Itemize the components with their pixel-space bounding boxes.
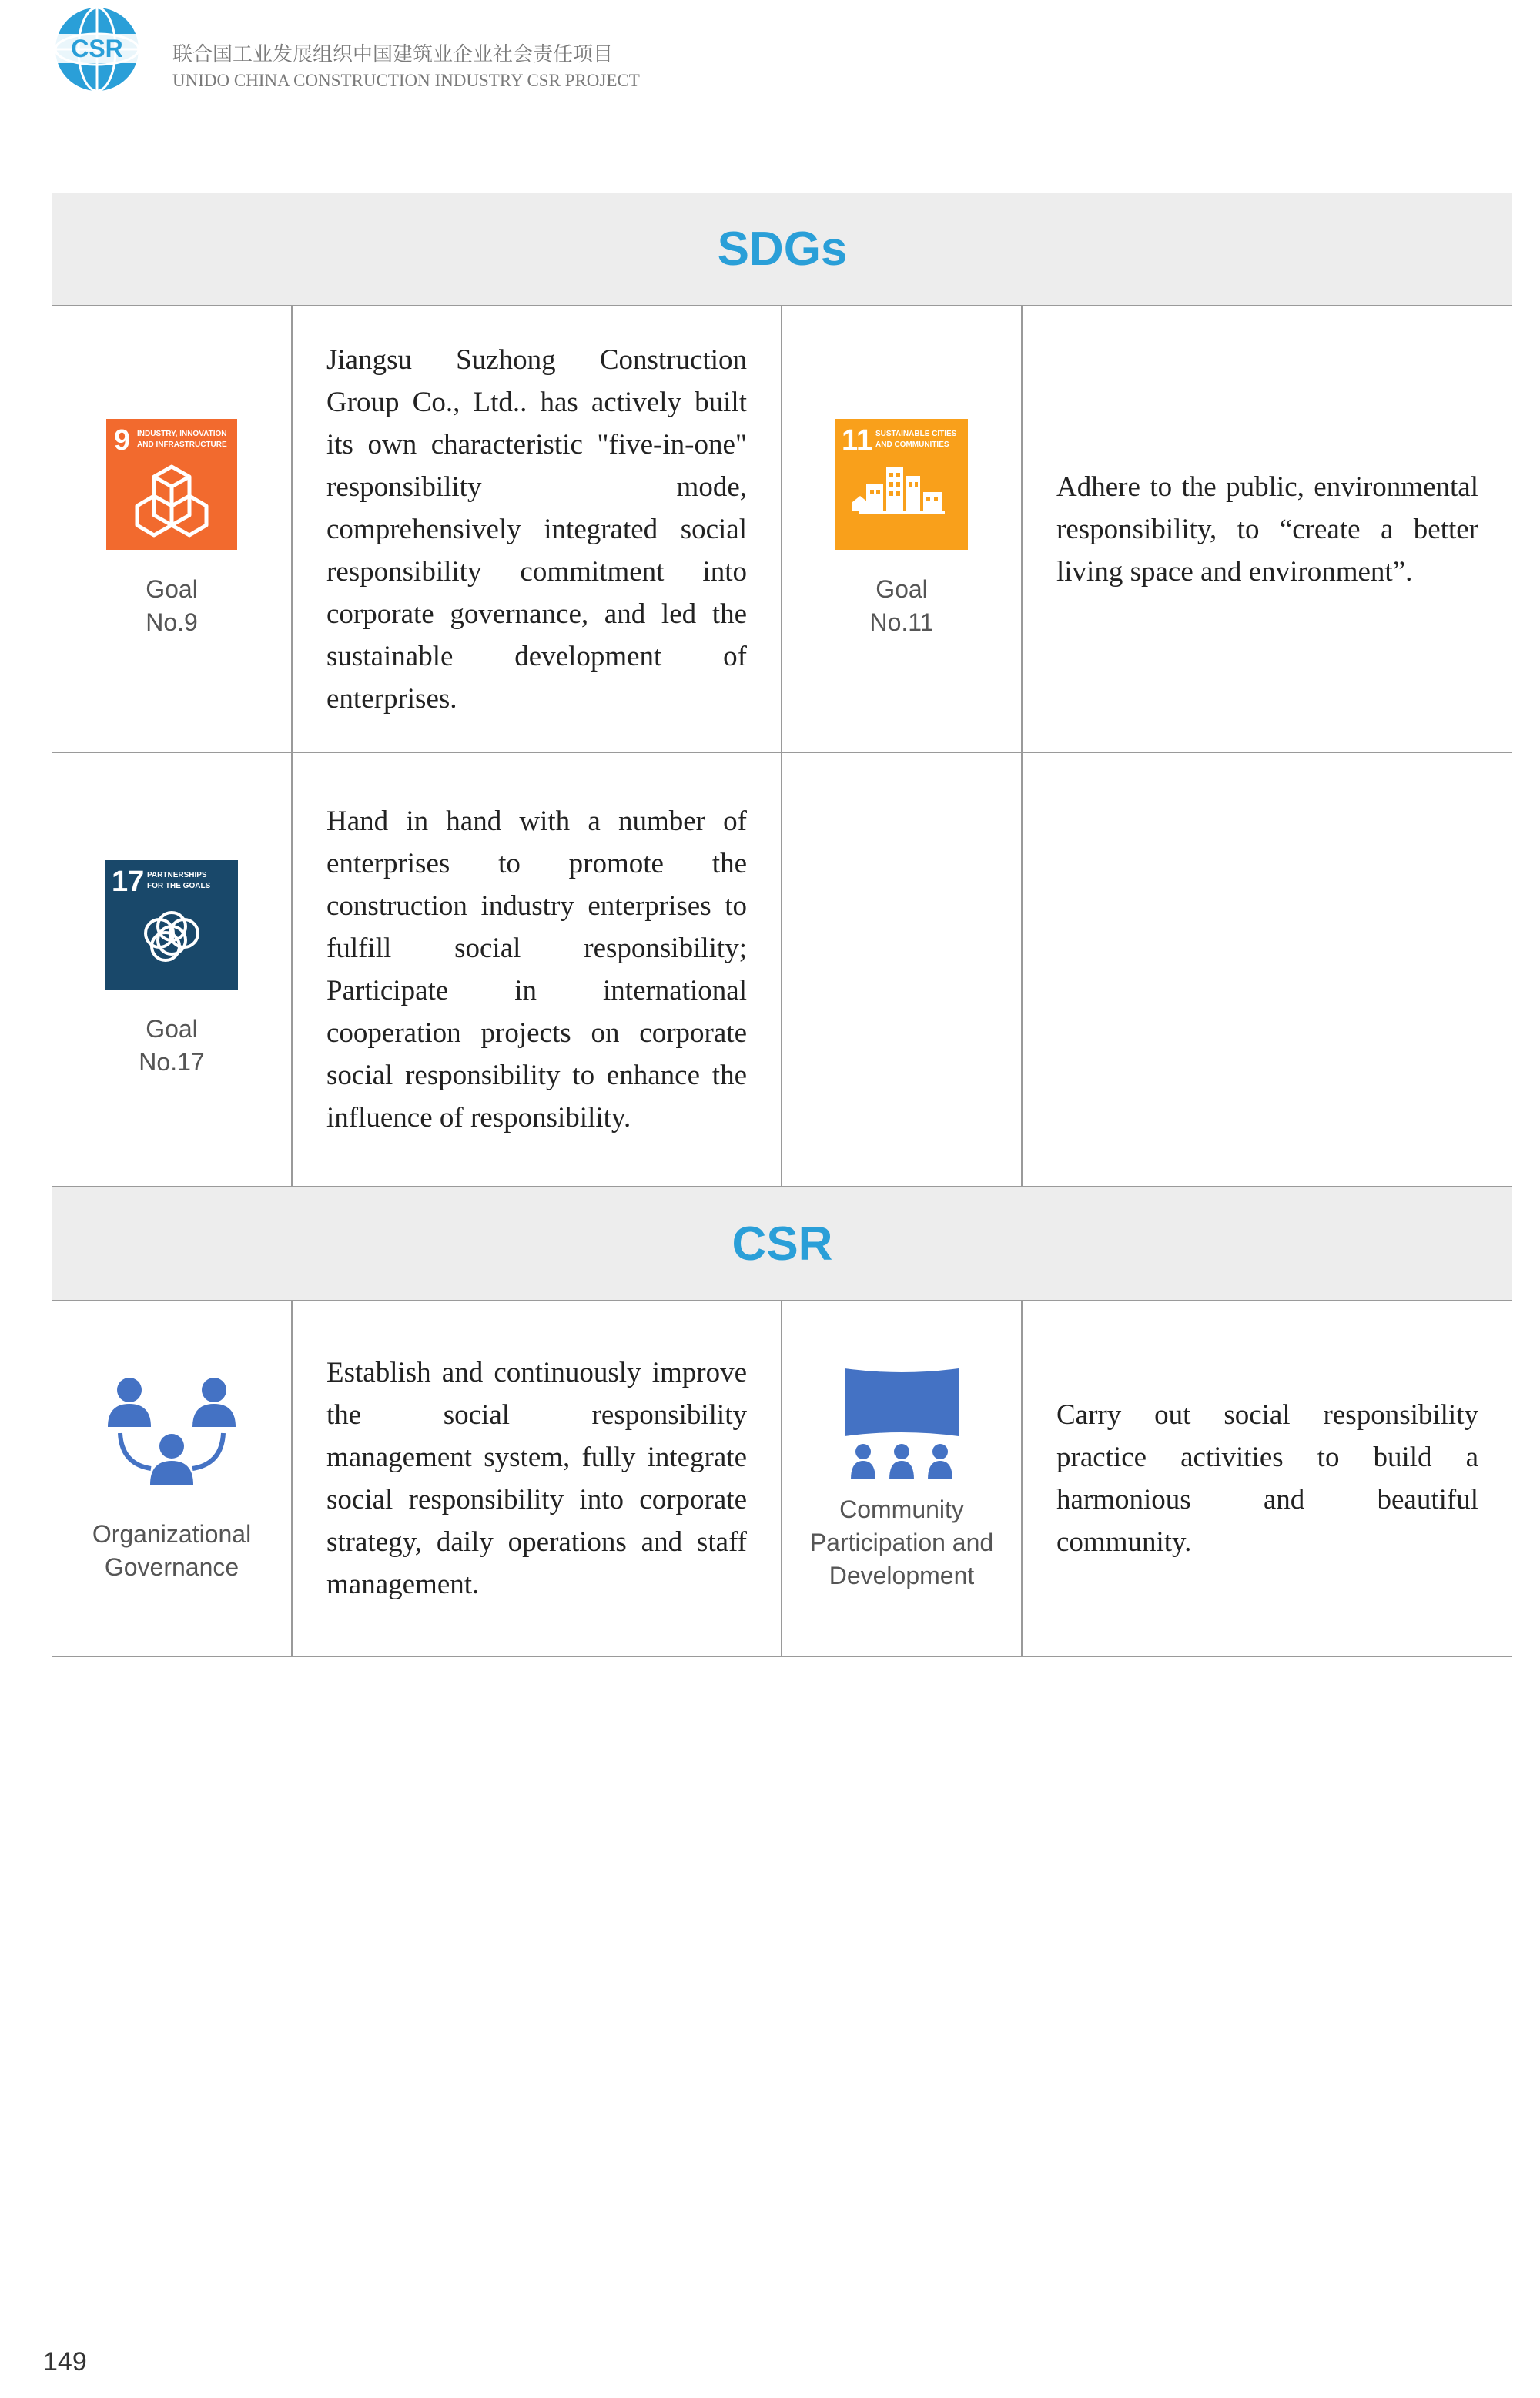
table-row bbox=[52, 306, 1512, 753]
goal-label: Goal No.17 bbox=[139, 1015, 205, 1076]
csr-topic-label: Organizational Governance bbox=[92, 1520, 252, 1581]
table-row bbox=[52, 753, 1512, 1187]
logo-text: CSR bbox=[71, 35, 123, 62]
header-title-cn: 联合国工业发展组织中国建筑业企业社会责任项目 bbox=[172, 43, 614, 66]
svg-text:17: 17 bbox=[112, 866, 145, 898]
svg-text:AND INFRASTRUCTURE: AND INFRASTRUCTURE bbox=[137, 440, 227, 449]
description-cell bbox=[293, 1301, 782, 1656]
sdg-11-icon bbox=[835, 419, 968, 550]
goals-table bbox=[52, 193, 1512, 1657]
svg-text:AND COMMUNITIES: AND COMMUNITIES bbox=[875, 440, 949, 449]
sdg-9-icon bbox=[106, 419, 237, 550]
csr-description: Establish and continuously improve the social responsibility management system, fully integrate social responsibility into corporate strategy, daily operations and staff management. bbox=[326, 1357, 747, 1600]
description-cell bbox=[293, 306, 782, 752]
svg-text:PARTNERSHIPS: PARTNERSHIPS bbox=[147, 871, 207, 879]
description-cell bbox=[1023, 306, 1512, 752]
svg-text:SUSTAINABLE CITIES: SUSTAINABLE CITIES bbox=[875, 430, 957, 438]
goal-label: Goal No.11 bbox=[869, 575, 934, 636]
header-title-en: UNIDO CHINA CONSTRUCTION INDUSTRY CSR PROJECT bbox=[172, 71, 640, 90]
csr-topic-label: Community Participation and Development bbox=[809, 1495, 994, 1589]
empty-cell bbox=[782, 753, 1023, 1186]
svg-text:9: 9 bbox=[114, 424, 131, 457]
svg-text:INDUSTRY, INNOVATION: INDUSTRY, INNOVATION bbox=[137, 430, 227, 438]
community-participation-icon bbox=[840, 1365, 963, 1481]
svg-text:FOR THE GOALS: FOR THE GOALS bbox=[147, 882, 211, 890]
sdgs-section-header bbox=[52, 193, 1512, 306]
goal-label: Goal No.9 bbox=[146, 575, 198, 636]
csr-globe-logo-icon bbox=[43, 5, 151, 95]
page-number: 149 bbox=[43, 2347, 87, 2376]
sdgs-title: SDGs bbox=[717, 222, 848, 276]
goal-description: Adhere to the public, environmental responsibility, to “create a better living space and environment”. bbox=[1056, 471, 1478, 588]
page-header bbox=[43, 5, 736, 97]
empty-cell bbox=[1023, 753, 1512, 1186]
csr-description: Carry out social responsibility practice activities to build a harmonious and beautiful community. bbox=[1056, 1399, 1478, 1558]
goal-description: Jiangsu Suzhong Construction Group Co., Ltd.. has actively built its own characteristic "five-in-one" responsibility mode, comprehensively integrated social responsibility commitment into corporate governance, and led the sustainable development of enterprises. bbox=[326, 343, 747, 715]
description-cell bbox=[1023, 1301, 1512, 1656]
description-cell bbox=[293, 753, 782, 1186]
goal-cell bbox=[52, 306, 293, 752]
csr-topic-cell bbox=[52, 1301, 293, 1656]
goal-description: Hand in hand with a number of enterprises to promote the construction industry enterprises to fulfill social responsibility; Participate in international cooperation projects on corporate social responsibility to enhance the influence of responsibility. bbox=[326, 805, 747, 1134]
csr-topic-cell bbox=[782, 1301, 1023, 1656]
organizational-governance-icon bbox=[106, 1373, 237, 1496]
sdg-17-icon bbox=[105, 860, 238, 990]
svg-text:11: 11 bbox=[842, 424, 873, 457]
csr-section-header bbox=[52, 1187, 1512, 1301]
csr-title: CSR bbox=[732, 1217, 833, 1271]
goal-cell bbox=[782, 306, 1023, 752]
table-row bbox=[52, 1301, 1512, 1657]
goal-cell bbox=[52, 753, 293, 1186]
